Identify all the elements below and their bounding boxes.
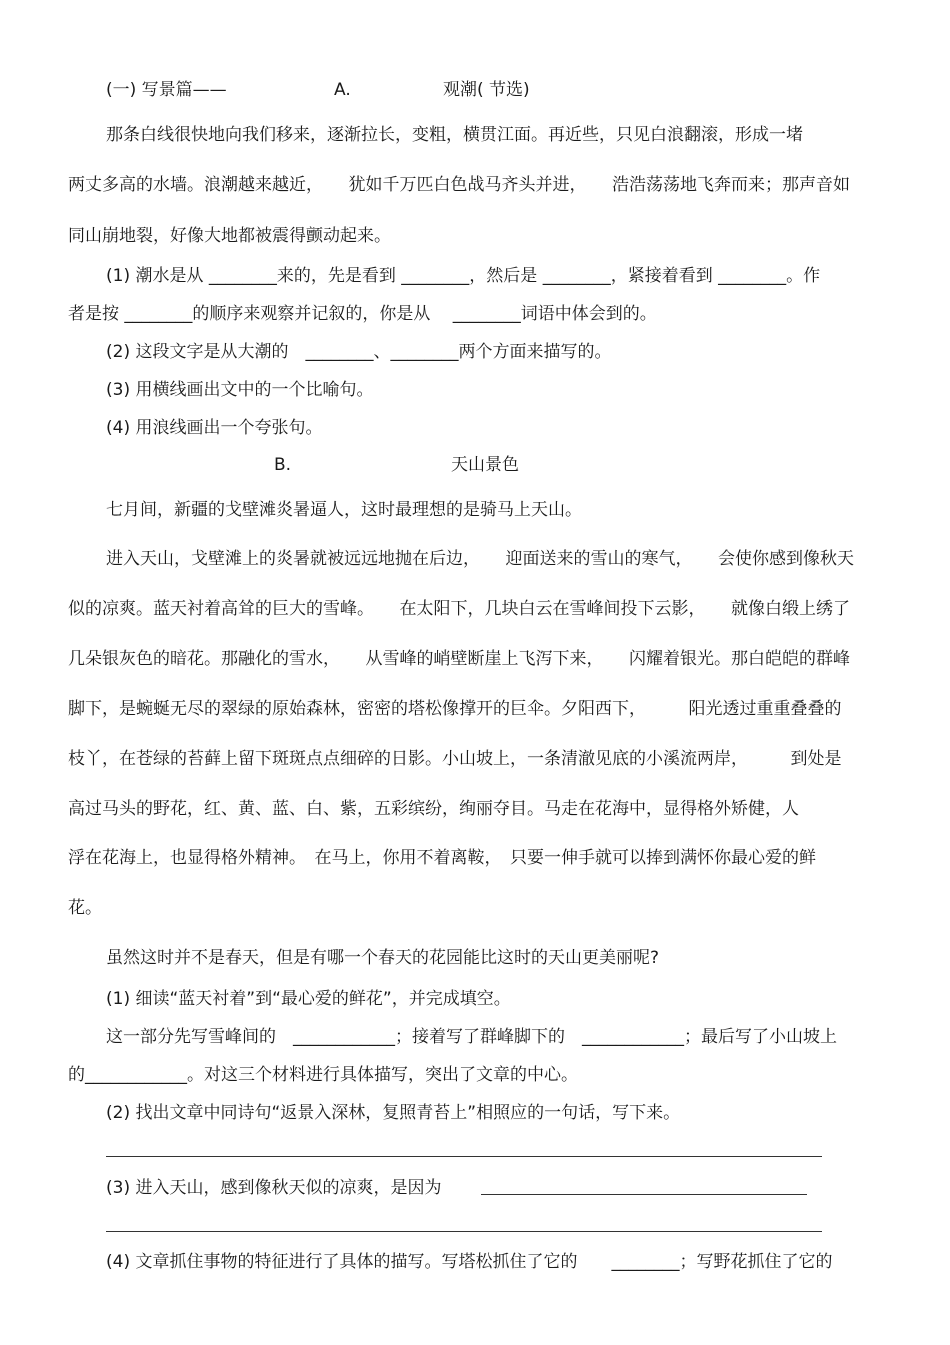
article-a-label: A. (334, 80, 351, 100)
question-a1-line1: (1) 潮水是从 ________来的，先是看到 ________，然后是 ________，紧接着看到 ________。作 (106, 266, 821, 286)
paragraph-line: 进入天山，戈壁滩上的炎暑就被远远地抛在后边， 迎面送来的雪山的寒气， 会使你感到像秋天 (106, 549, 854, 569)
section-heading: (一) 写景篇—— (106, 80, 227, 100)
paragraph-line: 那条白线很快地向我们移来，逐渐拉长，变粗，横贯江面。再近些，只见白浪翻滚，形成一堵 (106, 125, 803, 145)
paragraph-line: 花。 (68, 898, 102, 918)
article-b-label: B. (274, 455, 292, 475)
question-a4: (4) 用浪线画出一个夸张句。 (106, 418, 323, 438)
paragraph-line: 虽然这时并不是春天，但是有哪一个春天的花园能比这时的天山更美丽呢? (106, 948, 660, 968)
question-b3: (3) 进入天山，感到像秋天似的凉爽，是因为 (106, 1178, 442, 1198)
paragraph-line: 似的凉爽。蓝天衬着高耸的巨大的雪峰。 在太阳下，几块白云在雪峰间投下云影， 就像白缎上绣了 (68, 599, 850, 619)
question-a3: (3) 用横线画出文中的一个比喻句。 (106, 380, 374, 400)
answer-line[interactable] (106, 1231, 822, 1232)
article-a-title: 观潮( 节选) (443, 80, 530, 100)
paragraph-line: 几朵银灰色的暗花。那融化的雪水， 从雪峰的峭壁断崖上飞泻下来， 闪耀着银光。那白皑皑的群峰 (68, 649, 850, 669)
answer-line[interactable] (481, 1194, 807, 1195)
paragraph-line: 枝丫，在苍绿的苔藓上留下斑斑点点细碎的日影。小山坡上，一条清澈见底的小溪流两岸， 到处是 (68, 749, 842, 769)
paragraph-line: 两丈多高的水墙。浪潮越来越近， 犹如千万匹白色战马齐头并进， 浩浩荡荡地飞奔而来；那声音如 (68, 175, 850, 195)
question-b1-fill-line2: 的____________。对这三个材料进行具体描写，突出了文章的中心。 (68, 1065, 578, 1085)
answer-line[interactable] (106, 1156, 822, 1157)
paragraph-line: 高过马头的野花，红、黄、蓝、白、紫，五彩缤纷，绚丽夺目。马走在花海中，显得格外矫健，人 (68, 799, 799, 819)
question-a2: (2) 这段文字是从大潮的 ________、________两个方面来描写的。 (106, 342, 612, 362)
question-b1: (1) 细读“蓝天衬着”到“最心爱的鲜花”，并完成填空。 (106, 989, 511, 1009)
article-b-title: 天山景色 (451, 455, 519, 475)
paragraph-line: 脚下，是蜿蜒无尽的翠绿的原始森林，密密的塔松像撑开的巨伞。夕阳西下， 阳光透过重重叠叠的 (68, 699, 842, 719)
question-b2: (2) 找出文章中同诗句“返景入深林，复照青苔上”相照应的一句话，写下来。 (106, 1103, 681, 1123)
paragraph-line: 同山崩地裂，好像大地都被震得颤动起来。 (68, 226, 391, 246)
paragraph-line: 七月间，新疆的戈壁滩炎暑逼人，这时最理想的是骑马上天山。 (106, 500, 582, 520)
question-b4: (4) 文章抓住事物的特征进行了具体的描写。写塔松抓住了它的 ________；写野花抓住了它的 (106, 1252, 833, 1272)
question-b1-fill-line1: 这一部分先写雪峰间的 ____________；接着写了群峰脚下的 ____________；最后写了小山坡上 (106, 1027, 837, 1047)
question-a1-line2: 者是按 ________的顺序来观察并记叙的，你是从 ________词语中体会到的。 (68, 304, 657, 324)
paragraph-line: 浮在花海上，也显得格外精神。 在马上，你用不着离鞍， 只要一伸手就可以捧到满怀你最心爱的鲜 (68, 848, 816, 868)
